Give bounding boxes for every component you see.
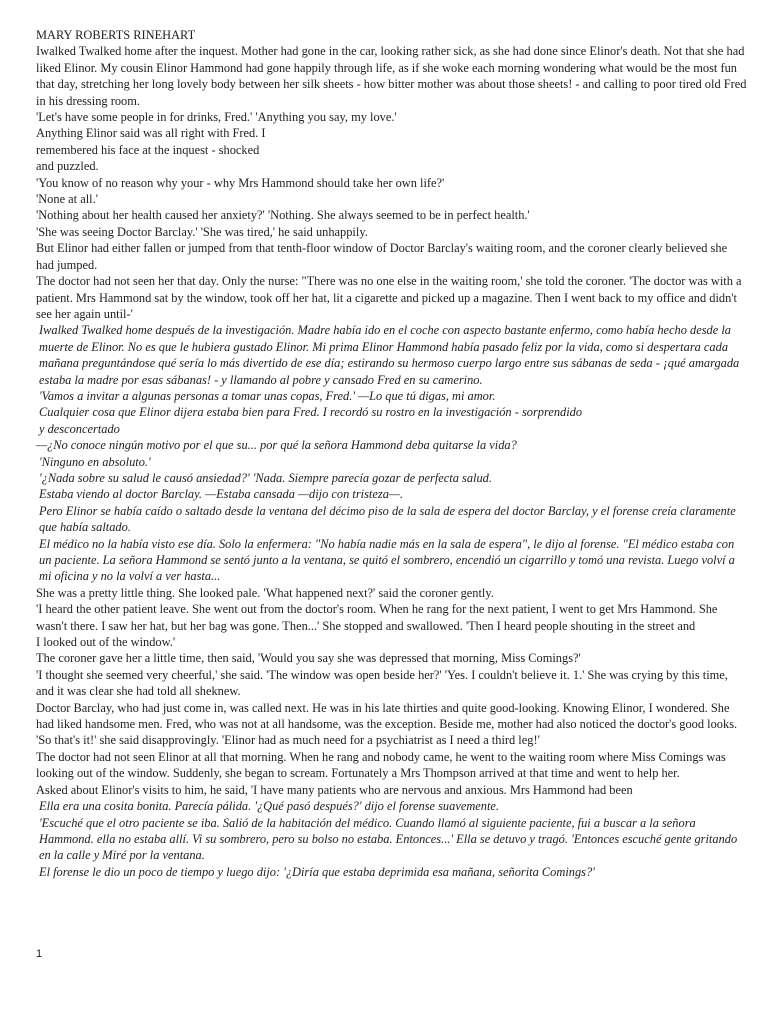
translation-paragraph: '¿Nada sobre su salud le causó ansiedad?' 'Nada. Siempre parecía gozar de perfecta salud. xyxy=(39,470,492,485)
paragraph: She was a pretty little thing. She looked pale. 'What happened next?' said the coroner gently. xyxy=(36,585,494,600)
paragraph: Doctor Barclay, who had just come in, was called next. He was in his late thirties and quite good-looking. Knowing Elinor, I wondered. She had liked handsome men. Fred, who was not at all handsome, was the exception. Beside me, mother had also noticed the doctor's good looks. 'So that's it!' she said disapprovingly. 'Elinor had as much need for a psychiatrist as I need a third leg!' xyxy=(36,700,738,748)
paragraph: The doctor had not seen Elinor at all that morning. When he rang and nobody came, he went to the waiting room where Miss Comings was looking out of the window. Suddenly, she began to scream. Fortunately a Mrs Thompson arrived at that time and went to help her. xyxy=(36,749,726,781)
translation-paragraph: Estaba viendo al doctor Barclay. —Estaba cansada —dijo con tristeza—. xyxy=(39,487,404,502)
translation-paragraph: 'Ninguno en absoluto.' xyxy=(39,454,151,469)
translation-paragraph: El médico no la había visto ese día. Solo la enfermera: "No había nadie más en la sala de espera", le dijo al forense. "El médico estaba con un paciente. La señora Hammond se sentó junto a la ventana, se quitó el sombrero, encendió un cigarrillo y tomó una revista. Luego volví a mi oficina y no la volví a ver hasta... xyxy=(39,536,735,584)
translation-paragraph: 'Vamos a invitar a algunas personas a tomar unas copas, Fred.' —Lo que tú digas, mi amor. xyxy=(39,388,496,403)
document-body xyxy=(36,27,748,880)
author-header: MARY ROBERTS RINEHART xyxy=(36,28,196,42)
translation-paragraph: El forense le dio un poco de tiempo y luego dijo: '¿Diría que estaba deprimida esa mañana, señorita Comings?' xyxy=(39,864,595,879)
translation-paragraph: Ella era una cosita bonita. Parecía pálida. '¿Qué pasó después?' dijo el forense suavemente. xyxy=(39,799,500,814)
paragraph: Asked about Elinor's visits to him, he said, 'I have many patients who are nervous and anxious. Mrs Hammond had been xyxy=(36,782,633,797)
paragraph: The coroner gave her a little time, then said, 'Would you say she was depressed that morning, Miss Comings?' xyxy=(36,651,581,666)
paragraph: Iwalked Twalked home after the inquest. Mother had gone in the car, looking rather sick, as she had done since Elinor's death. Not that she had liked Elinor. My cousin Elinor Hammond had gone happily through life, as if she woke each morning wondering what would be the most fun that day, stretching her long lovely body between her silk sheets - how bitter mother was about those sheets! - and calling to poor tired old Fred in his dressing room. xyxy=(36,44,747,108)
paragraph: 'She was seeing Doctor Barclay.' 'She was tired,' he said unhappily. xyxy=(36,224,368,239)
paragraph: 'You know of no reason why your - why Mrs Hammond should take her own life?' xyxy=(36,175,445,190)
paragraph: But Elinor had either fallen or jumped from that tenth-floor window of Doctor Barclay's waiting room, and the coroner clearly believed she had jumped. xyxy=(36,241,728,272)
paragraph: 'Nothing about her health caused her anxiety?' 'Nothing. She always seemed to be in perfect health.' xyxy=(36,208,530,223)
translation-paragraph: —¿No conoce ningún motivo por el que su... por qué la señora Hammond deba quitarse la vida? xyxy=(36,438,517,453)
paragraph: and puzzled. xyxy=(36,159,99,174)
paragraph: 'I thought she seemed very cheerful,' she said. 'The window was open beside her?' 'Yes. I couldn't believe it. 1.' She was crying by this time, and it was clear she had told all sheknew. xyxy=(36,667,728,699)
translation-paragraph: 'Escuché que el otro paciente se iba. Salió de la habitación del médico. Cuando llamó al siguiente paciente, fui a buscar a la señora Hammond. ella no estaba allí. Vi su sombrero, pero su bolso no estaba. Entonces...' Ella se detuvo y tragó. 'Entonces escuché gente gritando en la calle y Miré por la ventana. xyxy=(39,815,738,863)
translation-paragraph: Pero Elinor se había caído o saltado desde la ventana del décimo piso de la sala de espera del doctor Barclay, y el forense creía claramente que había saltado. xyxy=(39,503,736,535)
paragraph: Anything Elinor said was all right with Fred. I xyxy=(36,126,266,141)
paragraph: The doctor had not seen her that day. Only the nurse: "There was no one else in the waiting room,' she told the coroner. 'The doctor was with a patient. Mrs Hammond sat by the window, took off her hat, lit a cigarette and picked up a magazine. Then I went back to my office and didn't see her again until-' xyxy=(36,274,742,321)
translation-paragraph: Cualquier cosa que Elinor dijera estaba bien para Fred. I recordó su rostro en la investigación - sorprendido xyxy=(39,405,583,420)
paragraph: 'Let's have some people in for drinks, Fred.' 'Anything you say, my love.' xyxy=(36,110,397,125)
translation-paragraph: Iwalked Twalked home después de la investigación. Madre había ido en el coche con aspecto bastante enfermo, como había hecho desde la muerte de Elinor. No es que le hubiera gustado Elinor. Mi prima Elinor Hammond había pasado feliz por la vida, como si despertara cada mañana preguntándose qué sería lo más divertido de ese día; estirando su hermoso cuerpo largo entre sus sábanas de seda - ¡qué amargada estaba la madre por esas sábanas! - y llamando al pobre y cansado Fred en su camerino. xyxy=(39,323,740,387)
paragraph: 'I heard the other patient leave. She went out from the doctor's room. When he rang for the next patient, I went to get Mrs Hammond. She wasn't there. I saw her hat, but her bag was gone. Then...' She stopped and swallowed. 'Then I heard people shouting in the street and xyxy=(36,602,718,633)
paragraph: remembered his face at the inquest - shocked xyxy=(36,142,260,157)
page-number: 1 xyxy=(36,948,43,960)
translation-paragraph: y desconcertado xyxy=(39,421,120,436)
paragraph: 'None at all.' xyxy=(36,192,98,207)
paragraph: I looked out of the window.' xyxy=(36,635,176,650)
